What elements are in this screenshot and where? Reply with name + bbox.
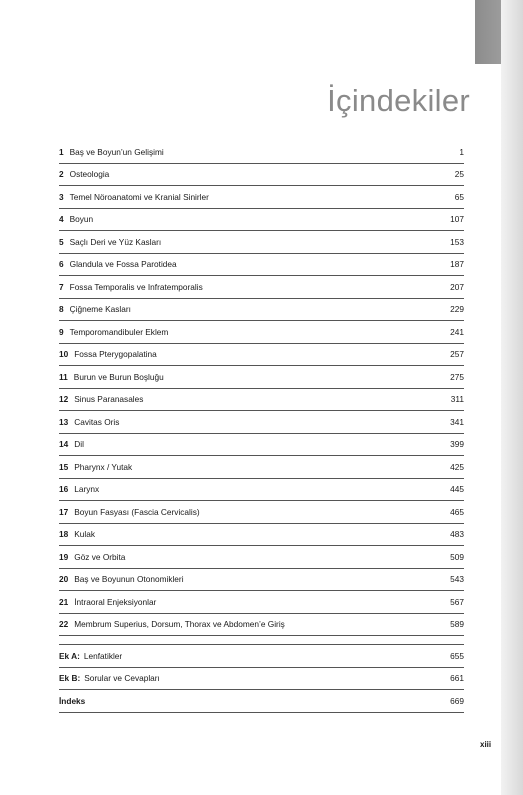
page-ref: 25 bbox=[454, 169, 464, 180]
page-ref: 153 bbox=[450, 236, 464, 247]
chapter-title: Çiğneme Kasları bbox=[69, 304, 131, 315]
toc-row bbox=[59, 546, 464, 569]
appendix-title: Lenfatikler bbox=[83, 650, 123, 661]
chapter-number: 14 bbox=[59, 439, 69, 450]
toc-entry bbox=[59, 619, 285, 629]
toc-row bbox=[59, 456, 464, 479]
toc-row bbox=[59, 411, 464, 434]
chapter-title: İntraoral Enjeksiyonlar bbox=[74, 596, 157, 607]
toc-row bbox=[59, 614, 464, 637]
page-number: xiii bbox=[480, 740, 492, 749]
page-ref: 311 bbox=[450, 394, 464, 405]
toc-row bbox=[59, 690, 464, 713]
toc-entry bbox=[59, 484, 99, 494]
chapter-title: Glandula ve Fossa Parotidea bbox=[69, 259, 177, 270]
chapter-title: Membrum Superius, Dorsum, Thorax ve Abdomen’e Giriş bbox=[74, 619, 285, 630]
toc-row bbox=[59, 299, 464, 322]
chapter-number: 3 bbox=[59, 191, 64, 202]
toc-row bbox=[59, 569, 464, 592]
toc-entry bbox=[59, 574, 184, 584]
page-ref: 669 bbox=[450, 695, 464, 706]
toc-entry bbox=[59, 259, 177, 269]
toc-row bbox=[59, 591, 464, 614]
toc-entry bbox=[59, 372, 164, 382]
appendix-label: Ek B: bbox=[59, 673, 81, 684]
chapter-number: 19 bbox=[59, 551, 69, 562]
toc-entry bbox=[59, 439, 84, 449]
chapter-number: 18 bbox=[59, 529, 69, 540]
chapter-number: 8 bbox=[59, 304, 64, 315]
page-ref: 1 bbox=[459, 146, 464, 157]
toc-row bbox=[59, 344, 464, 367]
page-ref: 509 bbox=[450, 551, 464, 562]
chapter-number: 9 bbox=[59, 326, 64, 337]
chapter-title: Sinus Paranasales bbox=[74, 394, 144, 405]
page-ref: 543 bbox=[450, 574, 464, 585]
toc-row bbox=[59, 389, 464, 412]
chapter-number: 17 bbox=[59, 506, 69, 517]
page-ref: 275 bbox=[450, 371, 464, 382]
toc-entry bbox=[59, 192, 209, 202]
toc-entry bbox=[59, 147, 164, 157]
chapter-number: 11 bbox=[59, 371, 68, 382]
chapter-number: 6 bbox=[59, 259, 64, 270]
toc-entry bbox=[59, 696, 85, 706]
appendix-title: Sorular ve Cevapları bbox=[84, 673, 160, 684]
page-title: İçindekiler bbox=[327, 83, 470, 118]
chapter-number: 15 bbox=[59, 461, 69, 472]
chapter-title: Fossa Temporalis ve Infratemporalis bbox=[69, 281, 203, 292]
chapter-number: 2 bbox=[59, 169, 64, 180]
page-ref: 107 bbox=[450, 214, 464, 225]
toc-entry bbox=[59, 237, 161, 247]
chapter-number: 13 bbox=[59, 416, 69, 427]
chapter-title: Dil bbox=[74, 439, 84, 450]
page-ref: 187 bbox=[450, 259, 464, 270]
chapter-title: Pharynx / Yutak bbox=[74, 461, 133, 472]
toc-entry bbox=[59, 349, 157, 359]
chapter-title: Baş ve Boyun’un Gelişimi bbox=[69, 146, 164, 157]
chapter-number: 21 bbox=[59, 596, 69, 607]
chapter-number: 12 bbox=[59, 394, 69, 405]
chapter-title: Fossa Pterygopalatina bbox=[74, 349, 157, 360]
chapter-title: Kulak bbox=[74, 529, 95, 540]
chapter-number: 1 bbox=[59, 146, 64, 157]
page-ref: 257 bbox=[450, 349, 464, 360]
page-ref: 483 bbox=[450, 529, 464, 540]
section-divider bbox=[59, 636, 464, 645]
toc-entry bbox=[59, 282, 203, 292]
page-edge-shadow bbox=[501, 0, 523, 795]
toc-row bbox=[59, 479, 464, 502]
chapter-title: Larynx bbox=[74, 484, 100, 495]
toc-entry bbox=[59, 327, 168, 337]
toc-row bbox=[59, 321, 464, 344]
chapter-title: Göz ve Orbita bbox=[74, 551, 126, 562]
toc-entry bbox=[59, 651, 122, 661]
toc-row bbox=[59, 231, 464, 254]
toc-entry bbox=[59, 304, 131, 314]
page-ref: 65 bbox=[454, 191, 464, 202]
toc-entry bbox=[59, 552, 125, 562]
toc-row bbox=[59, 254, 464, 277]
toc-row bbox=[59, 366, 464, 389]
toc-row bbox=[59, 434, 464, 457]
chapter-number: 10 bbox=[59, 349, 69, 360]
page-ref: 207 bbox=[450, 281, 464, 292]
toc-row bbox=[59, 276, 464, 299]
toc-entry bbox=[59, 673, 160, 683]
chapter-title: Temporomandibuler Eklem bbox=[69, 326, 169, 337]
toc-row bbox=[59, 141, 464, 164]
toc-row bbox=[59, 164, 464, 187]
toc-entry bbox=[59, 417, 119, 427]
page-ref: 229 bbox=[450, 304, 464, 315]
chapter-number: 22 bbox=[59, 619, 69, 630]
toc-entry bbox=[59, 462, 132, 472]
appendix-label: Ek A: bbox=[59, 650, 80, 661]
chapter-title: Boyun bbox=[69, 214, 94, 225]
chapter-title: Baş ve Boyunun Otonomikleri bbox=[74, 574, 184, 585]
chapter-title: Saçlı Deri ve Yüz Kasları bbox=[69, 236, 162, 247]
toc-row bbox=[59, 668, 464, 691]
chapter-title: Cavitas Oris bbox=[74, 416, 120, 427]
chapter-number: 20 bbox=[59, 574, 69, 585]
chapter-title: Boyun Fasyası (Fascia Cervicalis) bbox=[74, 506, 200, 517]
toc-entry bbox=[59, 394, 143, 404]
table-of-contents bbox=[59, 141, 464, 713]
toc-entry bbox=[59, 597, 156, 607]
toc-row bbox=[59, 501, 464, 524]
toc-entry bbox=[59, 214, 93, 224]
page-ref: 661 bbox=[450, 673, 464, 684]
chapter-title: Temel Nöroanatomi ve Kranial Sinirler bbox=[69, 191, 209, 202]
toc-entry bbox=[59, 507, 200, 517]
index-label: İndeks bbox=[59, 695, 86, 706]
chapter-number: 4 bbox=[59, 214, 64, 225]
chapter-number: 7 bbox=[59, 281, 64, 292]
toc-entry bbox=[59, 529, 95, 539]
page-ref: 655 bbox=[450, 650, 464, 661]
toc-row bbox=[59, 524, 464, 547]
toc-entry bbox=[59, 169, 109, 179]
page-ref: 465 bbox=[450, 506, 464, 517]
chapter-number: 16 bbox=[59, 484, 69, 495]
chapter-number: 5 bbox=[59, 236, 64, 247]
page-ref: 425 bbox=[450, 461, 464, 472]
page-ref: 341 bbox=[450, 416, 464, 427]
toc-row bbox=[59, 186, 464, 209]
page-ref: 567 bbox=[450, 596, 464, 607]
toc-row bbox=[59, 209, 464, 232]
chapter-title: Osteologia bbox=[69, 169, 110, 180]
chapter-title: Burun ve Burun Boşluğu bbox=[73, 371, 164, 382]
page-ref: 589 bbox=[450, 619, 464, 630]
page-ref: 445 bbox=[450, 484, 464, 495]
toc-row bbox=[59, 645, 464, 668]
page-ref: 241 bbox=[450, 326, 464, 337]
page-ref: 399 bbox=[450, 439, 464, 450]
